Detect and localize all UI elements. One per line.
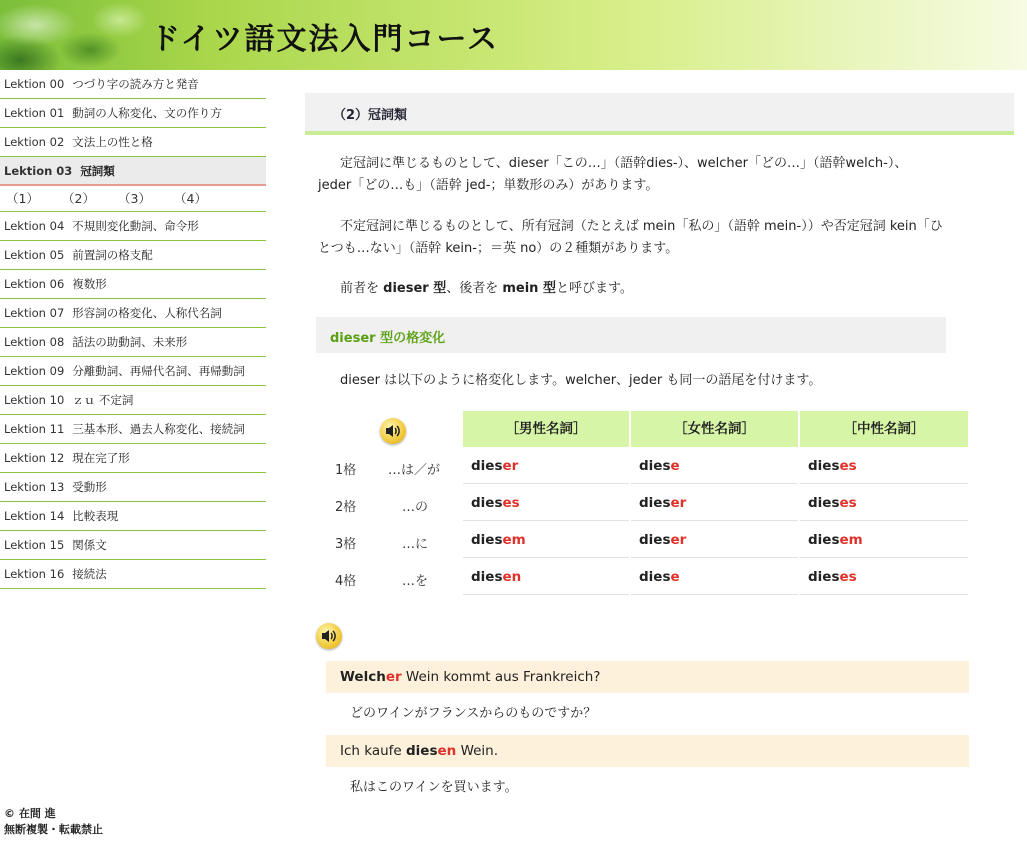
section-title-bar	[305, 93, 1014, 135]
cell-gen-masc: dieses	[463, 485, 629, 521]
sidebar-item-lektion-06[interactable]: Lektion 06 複数形	[0, 270, 266, 299]
site-title: ドイツ語文法入門コース	[150, 22, 499, 57]
sidebar-item-lektion-05[interactable]: Lektion 05 前置詞の格支配	[0, 241, 266, 270]
sidebar-item-lektion-12[interactable]: Lektion 12 現在完了形	[0, 444, 266, 473]
sidebar-item-lektion-09[interactable]: Lektion 09 分離動詞、再帰代名詞、再帰動詞	[0, 357, 266, 386]
example-translation-1: どのワインがフランスからのものですか？	[350, 706, 597, 721]
cell-nom-fem: diese	[631, 448, 798, 484]
sidebar-item-lektion-01[interactable]: Lektion 01 動詞の人称変化、文の作り方	[0, 99, 266, 128]
cell-acc-fem: diese	[631, 559, 798, 595]
cell-acc-masc: diesen	[463, 559, 629, 595]
sidebar-item-lektion-16[interactable]: Lektion 16 接続法	[0, 560, 266, 589]
sidebar-subnav	[0, 186, 266, 212]
cell-gen-fem: dieser	[631, 485, 798, 521]
example-sentence-2: Ich kaufe diesen Wein.	[326, 735, 969, 767]
page-title: （2）冠詞類	[333, 108, 408, 123]
subsection-description: dieser は以下のように格変化します。welcher、jeder も同一の語尾を付けます。	[340, 373, 822, 388]
cell-dat-fem: dieser	[631, 522, 798, 558]
header-neuter: ［中性名詞］	[800, 411, 968, 447]
paragraph-2: 不定冠詞に準じるものとして、所有冠詞（たとえば mein「私の」（語幹 mein-））や否定冠詞 kein「ひ とつも…ない」（語幹 kein-；＝英 no）の２種類があります。	[318, 219, 943, 256]
cell-gen-neut: dieses	[800, 485, 968, 521]
sidebar-item-lektion-11[interactable]: Lektion 11 三基本形、過去人称変化、接続詞	[0, 415, 266, 444]
cell-dat-neut: diesem	[800, 522, 968, 558]
cell-nom-masc: dieser	[463, 448, 629, 484]
sidebar-item-lektion-08[interactable]: Lektion 08 話法の助動詞、未来形	[0, 328, 266, 357]
site-header	[0, 0, 1027, 70]
table-audio-speaker-icon[interactable]	[380, 418, 406, 444]
sidebar-nav	[0, 70, 266, 589]
subnav-link-4[interactable]: （4）	[174, 191, 207, 206]
subnav-link-2[interactable]: （2）	[62, 191, 95, 206]
cell-acc-neut: dieses	[800, 559, 968, 595]
sidebar-item-lektion-07[interactable]: Lektion 07 形容詞の格変化、人称代名詞	[0, 299, 266, 328]
header-masculine: ［男性名詞］	[463, 411, 629, 447]
sidebar-item-lektion-04[interactable]: Lektion 04 不規則変化動詞、命令形	[0, 212, 266, 241]
subnav-link-3[interactable]: （3）	[118, 191, 151, 206]
subsection-bar	[316, 317, 946, 353]
copyright: © 在間 進 無断複製・転載禁止	[4, 807, 103, 836]
subsection-title: dieser 型の格変化	[330, 331, 446, 346]
sidebar-item-lektion-14[interactable]: Lektion 14 比較表現	[0, 502, 266, 531]
sidebar-item-lektion-03[interactable]: Lektion 03 冠詞類	[0, 157, 266, 186]
sidebar-item-lektion-02[interactable]: Lektion 02 文法上の性と格	[0, 128, 266, 157]
cell-nom-neut: dieses	[800, 448, 968, 484]
header-leaves-image	[0, 0, 150, 70]
sidebar-item-lektion-00[interactable]: Lektion 00 つづり字の読み方と発音	[0, 70, 266, 99]
cell-dat-masc: diesem	[463, 522, 629, 558]
paragraph-3: 前者を dieser 型、後者を mein 型と呼びます。	[340, 281, 633, 296]
paragraph-1: 定冠詞に準じるものとして、dieser「この…」（語幹dies-）、welcher「どの…」（語幹welch-）、 jeder「どの…も」（語幹 jed-；単数形のみ）があります。	[318, 156, 908, 193]
example-sentence-1: Welcher Wein kommt aus Frankreich?	[326, 661, 969, 693]
header-feminine: ［女性名詞］	[631, 411, 798, 447]
examples-audio-speaker-icon[interactable]	[316, 623, 342, 649]
subnav-link-1[interactable]: （1）	[6, 191, 39, 206]
sidebar-item-lektion-10[interactable]: Lektion 10 ｚｕ 不定詞	[0, 386, 266, 415]
sidebar-item-lektion-13[interactable]: Lektion 13 受動形	[0, 473, 266, 502]
example-translation-2: 私はこのワインを買います。	[350, 780, 518, 795]
sidebar-item-lektion-15[interactable]: Lektion 15 関係文	[0, 531, 266, 560]
